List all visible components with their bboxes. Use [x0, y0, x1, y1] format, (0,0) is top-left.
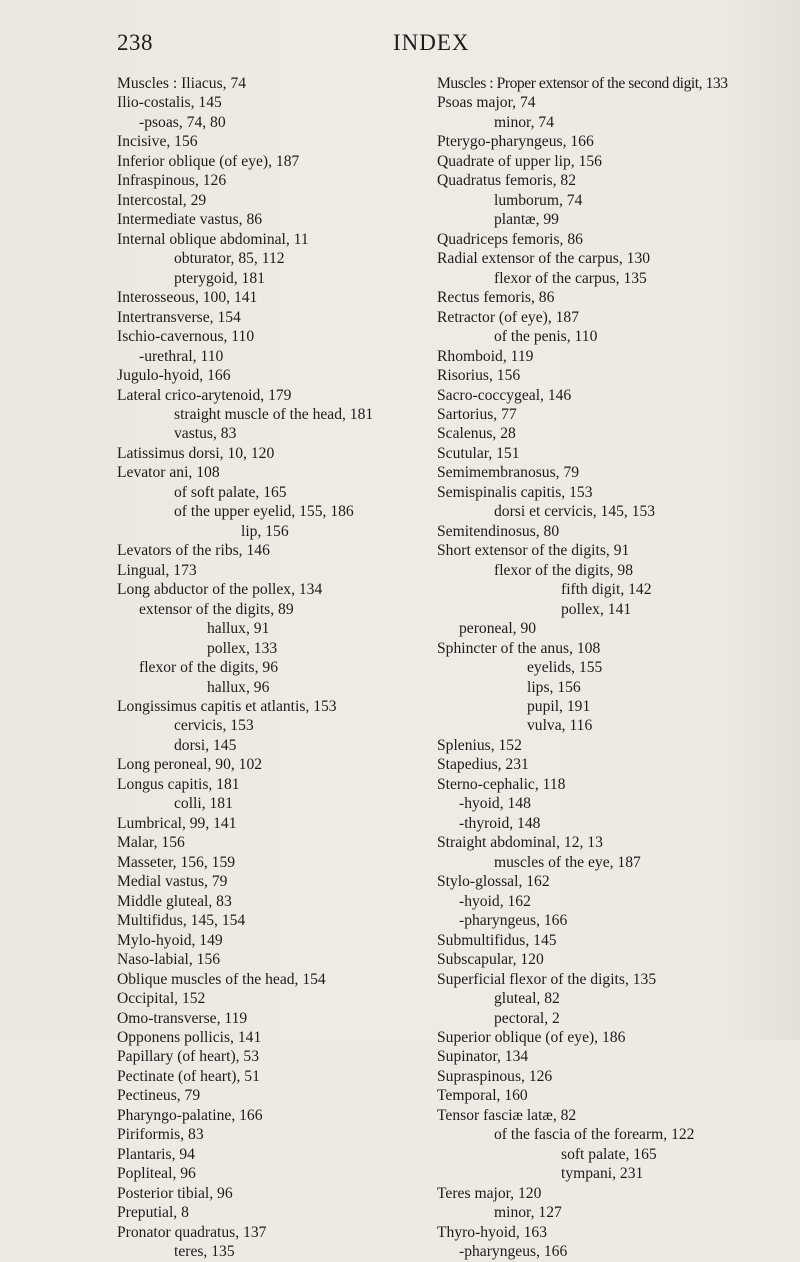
index-entry: Masseter, 156, 159 — [117, 853, 236, 871]
index-entry: Psoas major, 74 — [437, 94, 536, 112]
index-entry: Sartorius, 77 — [437, 405, 517, 423]
index-entry: straight muscle of the head, 181 — [174, 405, 374, 423]
index-entry: plantæ, 99 — [494, 211, 559, 229]
index-entry: Papillary (of heart), 53 — [117, 1048, 260, 1066]
index-entry: Lateral crico-arytenoid, 179 — [117, 386, 292, 404]
index-entry: minor, 74 — [494, 113, 555, 131]
index-entry: Inferior oblique (of eye), 187 — [117, 152, 300, 170]
index-entry: Scutular, 151 — [437, 444, 520, 462]
index-entry: colli, 181 — [174, 795, 233, 813]
index-entry: Straight abdominal, 12, 13 — [437, 834, 603, 852]
index-entry: Latissimus dorsi, 10, 120 — [117, 444, 275, 462]
index-entry: Retractor (of eye), 187 — [437, 308, 580, 326]
index-entry: dorsi, 145 — [174, 736, 237, 754]
index-entry: Intermediate vastus, 86 — [117, 211, 263, 229]
index-entry: Malar, 156 — [117, 834, 185, 852]
index-entry: Sacro-coccygeal, 146 — [437, 386, 572, 404]
index-entry: Lumbrical, 99, 141 — [117, 814, 237, 832]
index-entry: Levators of the ribs, 146 — [117, 542, 270, 560]
index-entry: tympani, 231 — [561, 1165, 644, 1183]
index-entry: pectoral, 2 — [494, 1009, 560, 1027]
index-entry: fifth digit, 142 — [561, 581, 652, 599]
index-entry: Supinator, 134 — [437, 1048, 529, 1066]
index-entry: hallux, 96 — [207, 678, 270, 696]
index-entry: Interosseous, 100, 141 — [117, 289, 258, 307]
index-entry: Semimembranosus, 79 — [437, 464, 580, 482]
index-entry: eyelids, 155 — [527, 659, 603, 677]
index-entry: Plantaris, 94 — [117, 1145, 195, 1163]
index-entry: Radial extensor of the carpus, 130 — [437, 250, 651, 268]
index-entry: Piriformis, 83 — [117, 1126, 204, 1144]
index-entry: Incisive, 156 — [117, 133, 198, 151]
index-entry: flexor of the digits, 98 — [494, 561, 634, 579]
index-entry: vastus, 83 — [174, 425, 237, 443]
index-entry: Subscapular, 120 — [437, 951, 544, 969]
index-entry: Sterno-cephalic, 118 — [437, 775, 566, 793]
index-entry: -urethral, 110 — [139, 347, 224, 365]
index-entry: Muscles : Iliacus, 74 — [117, 75, 247, 92]
index-entry: Semispinalis capitis, 153 — [437, 483, 593, 501]
index-entry: Thyro-hyoid, 163 — [437, 1223, 548, 1241]
index-entry: pupil, 191 — [527, 698, 591, 715]
index-entry: Internal oblique abdominal, 11 — [117, 230, 309, 248]
index-entry: Pharyngo-palatine, 166 — [117, 1106, 263, 1124]
index-entry: Rectus femoris, 86 — [437, 289, 555, 307]
running-head: INDEX — [393, 30, 470, 55]
index-entry: extensor of the digits, 89 — [139, 600, 294, 618]
index-entry: -pharyngeus, 166 — [459, 912, 568, 930]
index-entry: Lingual, 173 — [117, 561, 197, 579]
index-entry: Semitendinosus, 80 — [437, 522, 560, 540]
index-entry: of the penis, 110 — [494, 328, 598, 346]
index-entry: Teres major, 120 — [437, 1184, 542, 1202]
index-entry: Levator ani, 108 — [117, 464, 220, 482]
index-entry: hallux, 91 — [207, 620, 270, 638]
index-entry: Jugulo-hyoid, 166 — [117, 367, 231, 385]
index-entry: Rhomboid, 119 — [437, 347, 534, 365]
index-entry: Preputial, 8 — [117, 1204, 189, 1222]
index-entry: -thyroid, 148 — [459, 814, 541, 832]
index-entry: Intercostal, 29 — [117, 191, 207, 209]
index-entry: gluteal, 82 — [494, 990, 560, 1008]
index-entry: -hyoid, 162 — [459, 892, 531, 910]
index-entry: Short extensor of the digits, 91 — [437, 542, 630, 560]
index-entry: muscles of the eye, 187 — [494, 853, 641, 871]
index-entry: -pharyngeus, 166 — [459, 1243, 568, 1261]
index-entry: Occipital, 152 — [117, 990, 206, 1008]
index-entry: pterygoid, 181 — [174, 269, 265, 287]
index-entry: Mylo-hyoid, 149 — [117, 931, 223, 949]
index-entry: flexor of the carpus, 135 — [494, 269, 647, 287]
index-entry: Oblique muscles of the head, 154 — [117, 970, 326, 988]
index-entry: lumborum, 74 — [494, 191, 583, 209]
index-entry: Quadratus femoris, 82 — [437, 172, 577, 190]
index-entry: Opponens pollicis, 141 — [117, 1028, 262, 1046]
index-entry: Quadrate of upper lip, 156 — [437, 152, 602, 170]
index-entry: Pectineus, 79 — [117, 1087, 201, 1105]
index-entry: Risorius, 156 — [437, 367, 521, 385]
index-entry: Stylo-glossal, 162 — [437, 873, 550, 891]
index-entry: Intertransverse, 154 — [117, 308, 241, 326]
index-entry: cervicis, 153 — [174, 717, 254, 735]
index-entry: Stapedius, 231 — [437, 756, 529, 774]
index-entry: Posterior tibial, 96 — [117, 1184, 233, 1202]
index-entry: Medial vastus, 79 — [117, 873, 228, 891]
index-entry: teres, 135 — [174, 1243, 235, 1261]
index-entry: of the upper eyelid, 155, 186 — [174, 503, 354, 521]
index-entry: Sphincter of the anus, 108 — [437, 639, 601, 657]
index-entry: lip, 156 — [241, 522, 289, 540]
index-entry: lips, 156 — [527, 678, 581, 696]
index-entry: Longissimus capitis et atlantis, 153 — [117, 698, 337, 715]
index-entry: Temporal, 160 — [437, 1087, 528, 1105]
index-entry: Ilio-costalis, 145 — [117, 94, 222, 112]
index-entry: Long abductor of the pollex, 134 — [117, 581, 323, 599]
index-entry: Splenius, 152 — [437, 736, 522, 754]
index-entry: -hyoid, 148 — [459, 795, 531, 813]
index-entry: flexor of the digits, 96 — [139, 659, 279, 677]
index-entry: vulva, 116 — [527, 717, 593, 735]
index-entry: Muscles : Proper extensor of the second digit, 133 — [437, 75, 728, 92]
page-number: 238 — [117, 30, 153, 55]
index-entry: Middle gluteal, 83 — [117, 892, 232, 910]
index-entry: Tensor fasciæ latæ, 82 — [437, 1106, 577, 1124]
index-entry: Naso-labial, 156 — [117, 951, 221, 969]
index-entry: Pectinate (of heart), 51 — [117, 1067, 260, 1085]
index-entry: peroneal, 90 — [459, 620, 537, 638]
index-entry: minor, 127 — [494, 1204, 562, 1222]
index-column-left — [117, 74, 447, 1262]
index-entry: Scalenus, 28 — [437, 425, 516, 443]
index-entry: dorsi et cervicis, 145, 153 — [494, 503, 656, 521]
index-entry: Superficial flexor of the digits, 135 — [437, 970, 657, 988]
index-entry: Quadriceps femoris, 86 — [437, 230, 583, 248]
index-entry: -psoas, 74, 80 — [139, 113, 226, 131]
index-entry: Ischio-cavernous, 110 — [117, 328, 255, 346]
index-entry: Submultifidus, 145 — [437, 931, 557, 949]
index-entry: of the fascia of the forearm, 122 — [494, 1126, 695, 1144]
index-entry: Omo-transverse, 119 — [117, 1009, 248, 1027]
index-column-right — [437, 74, 797, 1262]
index-entry: pollex, 133 — [207, 639, 278, 657]
index-entry: Pronator quadratus, 137 — [117, 1223, 267, 1241]
index-entry: Longus capitis, 181 — [117, 775, 240, 793]
index-entry: Long peroneal, 90, 102 — [117, 756, 263, 774]
index-entry: Infraspinous, 126 — [117, 172, 227, 190]
index-entry: Supraspinous, 126 — [437, 1067, 553, 1085]
index-entry: pollex, 141 — [561, 600, 632, 618]
index-entry: soft palate, 165 — [561, 1145, 657, 1163]
index-entry: Popliteal, 96 — [117, 1165, 196, 1183]
index-entry: of soft palate, 165 — [174, 483, 287, 501]
index-entry: Superior oblique (of eye), 186 — [437, 1028, 626, 1046]
index-entry: Multifidus, 145, 154 — [117, 912, 246, 930]
index-entry: obturator, 85, 112 — [174, 250, 285, 268]
index-entry: Pterygo-pharyngeus, 166 — [437, 133, 594, 151]
